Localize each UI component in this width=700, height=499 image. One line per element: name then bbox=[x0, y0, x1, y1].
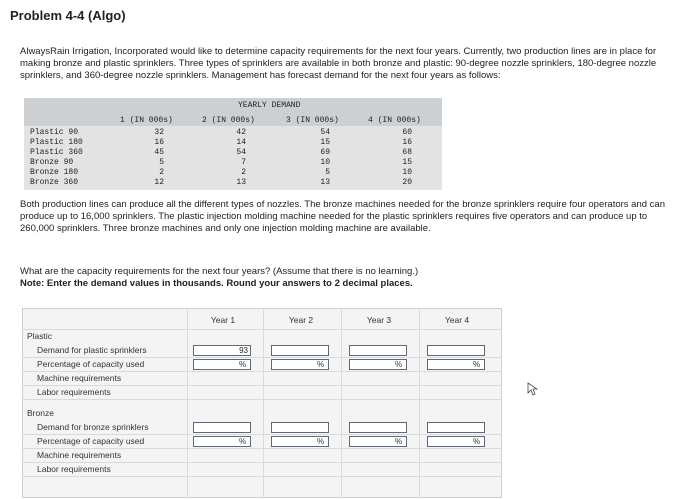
demand-row-label: Plastic 360 bbox=[30, 148, 83, 157]
bronze-row-label: Percentage of capacity used bbox=[37, 436, 145, 446]
demand-row-label: Plastic 180 bbox=[30, 138, 83, 147]
demand-cell: 45 bbox=[154, 148, 164, 157]
percent-sign: % bbox=[473, 360, 481, 369]
plastic-demand-input[interactable] bbox=[349, 345, 407, 356]
bronze-demand-input[interactable] bbox=[427, 422, 485, 433]
percent-sign: % bbox=[395, 360, 403, 369]
demand-table bbox=[24, 98, 442, 190]
demand-row-label: Plastic 90 bbox=[30, 128, 79, 137]
demand-cell: 2 bbox=[159, 168, 164, 177]
demand-cell: 2 bbox=[241, 168, 246, 177]
demand-cell: 68 bbox=[402, 148, 412, 157]
demand-cell: 5 bbox=[325, 168, 330, 177]
demand-cell: 42 bbox=[236, 128, 246, 137]
col-header-3: 3 (IN 000s) bbox=[286, 116, 339, 125]
plastic-demand-input[interactable]: 93 bbox=[193, 345, 251, 356]
plastic-demand-input[interactable] bbox=[271, 345, 329, 356]
demand-cell: 20 bbox=[402, 178, 412, 187]
year-1-header: Year 1 bbox=[210, 315, 236, 325]
demand-cell: 69 bbox=[320, 148, 330, 157]
percent-sign: % bbox=[317, 437, 325, 446]
col-header-4: 4 (IN 000s) bbox=[368, 116, 421, 125]
percent-sign: % bbox=[317, 360, 325, 369]
bronze-demand-input[interactable] bbox=[271, 422, 329, 433]
demand-cell: 5 bbox=[159, 158, 164, 167]
demand-cell: 12 bbox=[154, 178, 164, 187]
demand-row-label: Bronze 360 bbox=[30, 178, 79, 187]
demand-cell: 16 bbox=[154, 138, 164, 147]
bronze-row-label: Demand for bronze sprinklers bbox=[37, 422, 149, 432]
answer-grid bbox=[22, 308, 502, 498]
percent-sign: % bbox=[239, 360, 247, 369]
demand-cell: 60 bbox=[402, 128, 412, 137]
demand-cell: 16 bbox=[402, 138, 412, 147]
question-text: What are the capacity requirements for the next four years? (Assume that there is no learning.) bbox=[20, 266, 419, 277]
col-header-2: 2 (IN 000s) bbox=[202, 116, 255, 125]
demand-cell: 7 bbox=[241, 158, 246, 167]
percent-sign: % bbox=[395, 437, 403, 446]
question-block bbox=[20, 266, 680, 290]
demand-cell: 54 bbox=[320, 128, 330, 137]
bronze-label: Bronze bbox=[27, 408, 54, 418]
percent-sign: % bbox=[239, 437, 247, 446]
plastic-row-label: Labor requirements bbox=[37, 387, 111, 397]
demand-cell: 13 bbox=[320, 178, 330, 187]
production-paragraph: Both production lines can produce all the different types of nozzles. The bronze machines needed for the bronze sprinklers require four operators and can produce up to 16,000 sprinklers. The plastic injection molding machine needed for the plastic sprinklers requires five operators and can produce up to 260,000 sprinklers. Three bronze machines and only one injection molding machine are available. bbox=[20, 199, 665, 234]
col-header-1: 1 (IN 000s) bbox=[120, 116, 173, 125]
note-text: Note: Enter the demand values in thousands. Round your answers to 2 decimal places. bbox=[20, 278, 413, 289]
intro-paragraph: AlwaysRain Irrigation, Incorporated would like to determine capacity requirements for the next four years. Currently, two production lines are in place for making bronze and plastic sprinklers. Three types of sprinklers are available in both bronze and plastic: 90-degree nozzle sprinklers, 180-degree nozzle sprinklers, and 360-degree nozzle sprinklers. Management has forecast demand for the next four years as follows: bbox=[20, 46, 657, 81]
bronze-demand-input[interactable] bbox=[349, 422, 407, 433]
demand-row-label: Bronze 180 bbox=[30, 168, 79, 177]
year-2-header: Year 2 bbox=[288, 315, 314, 325]
demand-cell: 54 bbox=[236, 148, 246, 157]
plastic-label: Plastic bbox=[27, 331, 53, 341]
demand-cell: 15 bbox=[320, 138, 330, 147]
plastic-row-label: Demand for plastic sprinklers bbox=[37, 345, 147, 355]
demand-cell: 32 bbox=[154, 128, 164, 137]
demand-cell: 14 bbox=[236, 138, 246, 147]
plastic-row-label: Machine requirements bbox=[37, 373, 122, 383]
bronze-row-label: Labor requirements bbox=[37, 464, 111, 474]
plastic-demand-input[interactable] bbox=[427, 345, 485, 356]
percent-sign: % bbox=[473, 437, 481, 446]
demand-cell: 15 bbox=[402, 158, 412, 167]
year-3-header: Year 3 bbox=[366, 315, 392, 325]
plastic-row-label: Percentage of capacity used bbox=[37, 359, 145, 369]
bronze-demand-input[interactable] bbox=[193, 422, 251, 433]
demand-cell: 10 bbox=[320, 158, 330, 167]
year-4-header: Year 4 bbox=[444, 315, 470, 325]
demand-row-label: Bronze 90 bbox=[30, 158, 74, 167]
demand-caption: YEARLY DEMAND bbox=[238, 101, 301, 110]
mouse-cursor-icon bbox=[527, 382, 539, 396]
bronze-row-label: Machine requirements bbox=[37, 450, 122, 460]
demand-cell: 13 bbox=[236, 178, 246, 187]
demand-cell: 10 bbox=[402, 168, 412, 177]
problem-title: Problem 4-4 (Algo) bbox=[10, 8, 126, 23]
